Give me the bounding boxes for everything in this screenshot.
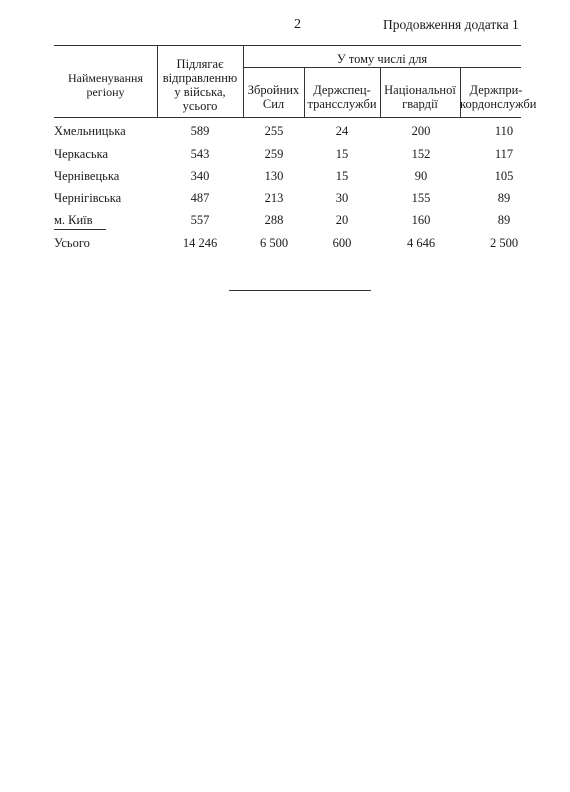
- row-transs: 24: [335, 124, 349, 138]
- row-ngu: 200: [411, 124, 431, 138]
- header-group-label: У тому числі для: [336, 52, 428, 66]
- header-transs: Держспец- трансслужби: [307, 83, 377, 111]
- row-total: 487: [190, 191, 210, 205]
- row-total: 340: [190, 169, 210, 183]
- row-total: 589: [190, 124, 210, 138]
- row-zsu: 288: [264, 213, 284, 227]
- header-zsu: Збройних Сил: [247, 83, 300, 111]
- row-total: 557: [190, 213, 210, 227]
- end-rule: [229, 290, 371, 291]
- row-region: Усього: [54, 236, 90, 250]
- row-zsu: 6 500: [259, 236, 289, 250]
- header-ngu: Національної гвардії: [384, 83, 456, 111]
- continuation-label: Продовження додатка 1: [383, 17, 519, 32]
- table-top-rule: [54, 45, 521, 46]
- row-ngu: 152: [411, 147, 431, 161]
- row-transs: 20: [335, 213, 349, 227]
- row-zsu: 213: [264, 191, 284, 205]
- row-region: м. Київ: [54, 213, 93, 227]
- header-dpsu: Держпри- кордонслужби: [460, 83, 537, 111]
- row-ngu: 90: [414, 169, 428, 183]
- row-transs: 15: [335, 169, 349, 183]
- row-ngu: 155: [411, 191, 431, 205]
- row-dpsu: 105: [494, 169, 514, 183]
- row-zsu: 255: [264, 124, 284, 138]
- row-dpsu: 117: [494, 147, 514, 161]
- row-region: Хмельницька: [54, 124, 126, 138]
- row-region: Чернівецька: [54, 169, 120, 183]
- row-dpsu: 110: [494, 124, 514, 138]
- row-total: 14 246: [182, 236, 218, 250]
- row-zsu: 259: [264, 147, 284, 161]
- page-number: 2: [294, 17, 301, 32]
- row-ngu: 4 646: [406, 236, 436, 250]
- row-region: Черкаська: [54, 147, 109, 161]
- row-transs: 15: [335, 147, 349, 161]
- row-transs: 600: [332, 236, 352, 250]
- header-bottom-rule: [54, 117, 521, 118]
- row-dpsu: 89: [497, 213, 511, 227]
- row-zsu: 130: [264, 169, 284, 183]
- row-transs: 30: [335, 191, 349, 205]
- row-dpsu: 2 500: [489, 236, 519, 250]
- row-region: Чернігівська: [54, 191, 122, 205]
- row-ngu: 160: [411, 213, 431, 227]
- row-dpsu: 89: [497, 191, 511, 205]
- header-region: Найменування регіону: [68, 71, 143, 99]
- header-total: Підлягає відправленню у війська, усього: [162, 57, 238, 113]
- kyiv-underline: [54, 229, 106, 230]
- group-header-rule: [243, 67, 521, 68]
- row-total: 543: [190, 147, 210, 161]
